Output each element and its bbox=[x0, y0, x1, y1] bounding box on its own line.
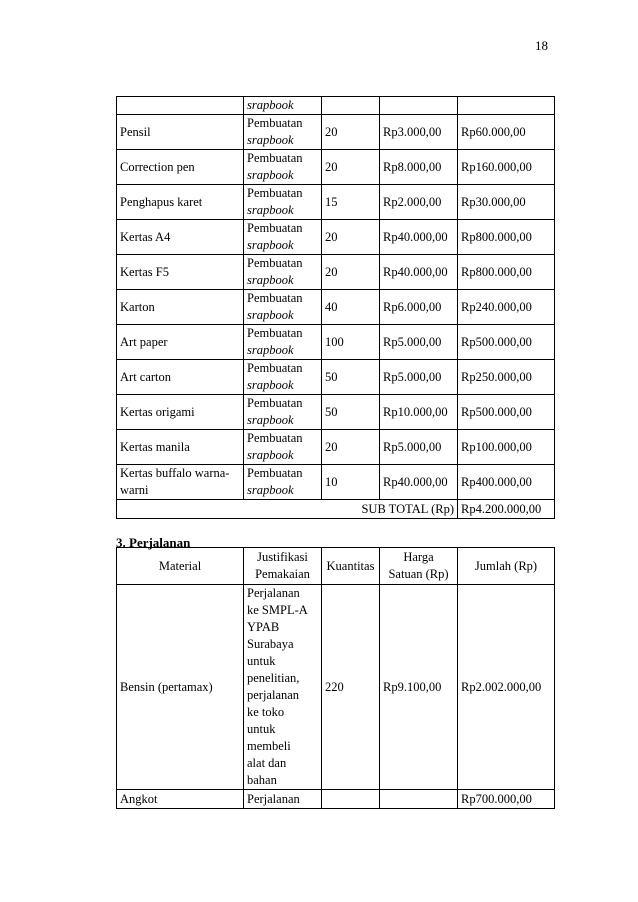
justification-line1: Pembuatan bbox=[247, 431, 303, 445]
unit-price-cell: Rp2.000,00 bbox=[380, 185, 458, 220]
material-cell: Art carton bbox=[117, 360, 244, 395]
justification-cell bbox=[244, 255, 322, 290]
table-row bbox=[117, 220, 555, 255]
total-cell: Rp400.000,00 bbox=[458, 465, 555, 500]
table-row bbox=[117, 97, 555, 115]
table-header-row bbox=[117, 548, 555, 585]
subtotal-row bbox=[117, 500, 555, 519]
total-cell: Rp500.000,00 bbox=[458, 325, 555, 360]
total-cell: Rp60.000,00 bbox=[458, 115, 555, 150]
justification-line1: Pembuatan bbox=[247, 466, 303, 480]
justification-cell bbox=[244, 325, 322, 360]
justification-line: perjalanan bbox=[247, 688, 300, 702]
quantity-cell: 15 bbox=[322, 185, 380, 220]
table-row bbox=[117, 585, 555, 790]
unit-price-cell bbox=[380, 790, 458, 809]
header-justification-line2: Pemakaian bbox=[255, 567, 310, 581]
justification-line2: srapbook bbox=[247, 448, 294, 462]
justification-line: bahan bbox=[247, 773, 277, 787]
total-cell: Rp700.000,00 bbox=[458, 790, 555, 809]
quantity-cell: 20 bbox=[322, 150, 380, 185]
justification-line1: Pembuatan bbox=[247, 326, 303, 340]
unit-price-cell: Rp10.000,00 bbox=[380, 395, 458, 430]
total-cell: Rp100.000,00 bbox=[458, 430, 555, 465]
justification-line2: srapbook bbox=[247, 273, 294, 287]
justification-line: penelitian, bbox=[247, 671, 300, 685]
quantity-cell: 20 bbox=[322, 430, 380, 465]
quantity-cell: 10 bbox=[322, 465, 380, 500]
justification-line: membeli bbox=[247, 739, 291, 753]
subtotal-value: Rp4.200.000,00 bbox=[458, 500, 555, 519]
justification-line1: Pembuatan bbox=[247, 221, 303, 235]
justification-cell bbox=[244, 185, 322, 220]
unit-price-cell: Rp5.000,00 bbox=[380, 360, 458, 395]
material-cell: Kertas origami bbox=[117, 395, 244, 430]
table-row bbox=[117, 115, 555, 150]
quantity-cell: 50 bbox=[322, 395, 380, 430]
justification-line2: srapbook bbox=[247, 133, 294, 147]
justification-line1: Pembuatan bbox=[247, 396, 303, 410]
total-cell: Rp500.000,00 bbox=[458, 395, 555, 430]
justification-line2: srapbook bbox=[247, 238, 294, 252]
page-number: 18 bbox=[535, 38, 548, 53]
quantity-cell: 220 bbox=[322, 585, 380, 790]
header-unit-price bbox=[380, 548, 458, 585]
unit-price-cell: Rp6.000,00 bbox=[380, 290, 458, 325]
table-row bbox=[117, 325, 555, 360]
material-cell: Penghapus karet bbox=[117, 185, 244, 220]
unit-price-cell: Rp8.000,00 bbox=[380, 150, 458, 185]
justification-cell bbox=[244, 150, 322, 185]
table-row bbox=[117, 185, 555, 220]
justification-cell: Perjalanan bbox=[244, 790, 322, 809]
materials-table bbox=[116, 96, 555, 519]
unit-price-cell: Rp9.100,00 bbox=[380, 585, 458, 790]
justification-cell bbox=[244, 585, 322, 790]
table-row bbox=[117, 150, 555, 185]
table-row bbox=[117, 430, 555, 465]
justification-line1: Pembuatan bbox=[247, 291, 303, 305]
material-cell: Kertas A4 bbox=[117, 220, 244, 255]
justification-line2: srapbook bbox=[247, 203, 294, 217]
header-justification-line1: Justifikasi bbox=[257, 550, 308, 564]
justification-line: Surabaya bbox=[247, 637, 294, 651]
table-row bbox=[117, 790, 555, 809]
justification-line2: srapbook bbox=[247, 168, 294, 182]
justification-cell bbox=[244, 430, 322, 465]
justification-cell bbox=[244, 220, 322, 255]
justification-cell bbox=[244, 360, 322, 395]
quantity-cell: 100 bbox=[322, 325, 380, 360]
justification-line2: srapbook bbox=[247, 413, 294, 427]
justification-cell bbox=[244, 465, 322, 500]
header-unit-price-line1: Harga bbox=[403, 550, 434, 564]
material-cell: Kertas manila bbox=[117, 430, 244, 465]
table-row bbox=[117, 360, 555, 395]
material-cell: Kertas buffalo warna-warni bbox=[117, 465, 244, 500]
total-cell bbox=[458, 97, 555, 115]
total-cell: Rp240.000,00 bbox=[458, 290, 555, 325]
unit-price-cell: Rp5.000,00 bbox=[380, 325, 458, 360]
total-cell: Rp800.000,00 bbox=[458, 220, 555, 255]
quantity-cell bbox=[322, 790, 380, 809]
total-cell: Rp250.000,00 bbox=[458, 360, 555, 395]
total-cell: Rp2.002.000,00 bbox=[458, 585, 555, 790]
header-quantity: Kuantitas bbox=[322, 548, 380, 585]
justification-line1: Pembuatan bbox=[247, 116, 303, 130]
material-cell: Pensil bbox=[117, 115, 244, 150]
unit-price-cell: Rp40.000,00 bbox=[380, 220, 458, 255]
unit-price-cell: Rp40.000,00 bbox=[380, 255, 458, 290]
justification-line: ke SMPL-A bbox=[247, 603, 308, 617]
justification-cell bbox=[244, 115, 322, 150]
quantity-cell: 50 bbox=[322, 360, 380, 395]
material-cell bbox=[117, 97, 244, 115]
justification-line1: Pembuatan bbox=[247, 186, 303, 200]
travel-table bbox=[116, 547, 555, 809]
table-row bbox=[117, 395, 555, 430]
total-cell: Rp30.000,00 bbox=[458, 185, 555, 220]
table-row bbox=[117, 465, 555, 500]
section-title: 3. Perjalanan bbox=[116, 535, 191, 550]
justification-line: YPAB bbox=[247, 620, 280, 634]
justification-line: untuk bbox=[247, 654, 276, 668]
material-cell: Angkot bbox=[117, 790, 244, 809]
quantity-cell: 20 bbox=[322, 115, 380, 150]
justification-line: alat dan bbox=[247, 756, 287, 770]
material-cell: Bensin (pertamax) bbox=[117, 585, 244, 790]
justification-line2: srapbook bbox=[247, 343, 294, 357]
justification-line2: srapbook bbox=[247, 308, 294, 322]
justification-line2: srapbook bbox=[247, 378, 294, 392]
justification-cell bbox=[244, 290, 322, 325]
unit-price-cell: Rp40.000,00 bbox=[380, 465, 458, 500]
unit-price-cell: Rp5.000,00 bbox=[380, 430, 458, 465]
justification-line2: srapbook bbox=[247, 483, 294, 497]
total-cell: Rp800.000,00 bbox=[458, 255, 555, 290]
justification-line: untuk bbox=[247, 722, 276, 736]
justification-line: Perjalanan bbox=[247, 586, 300, 600]
quantity-cell: 20 bbox=[322, 255, 380, 290]
header-unit-price-line2: Satuan (Rp) bbox=[388, 567, 449, 581]
material-cell: Correction pen bbox=[117, 150, 244, 185]
justification-cell: srapbook bbox=[244, 97, 322, 115]
quantity-cell: 40 bbox=[322, 290, 380, 325]
justification-line1: Pembuatan bbox=[247, 256, 303, 270]
material-cell: Kertas F5 bbox=[117, 255, 244, 290]
unit-price-cell: Rp3.000,00 bbox=[380, 115, 458, 150]
justification-line1: Pembuatan bbox=[247, 151, 303, 165]
header-total: Jumlah (Rp) bbox=[458, 548, 555, 585]
justification-cell bbox=[244, 395, 322, 430]
table-row bbox=[117, 290, 555, 325]
material-cell: Karton bbox=[117, 290, 244, 325]
header-material: Material bbox=[117, 548, 244, 585]
quantity-cell: 20 bbox=[322, 220, 380, 255]
unit-price-cell bbox=[380, 97, 458, 115]
table-row bbox=[117, 255, 555, 290]
subtotal-label: SUB TOTAL (Rp) bbox=[117, 500, 458, 519]
material-cell: Art paper bbox=[117, 325, 244, 360]
justification-line: ke toko bbox=[247, 705, 285, 719]
quantity-cell bbox=[322, 97, 380, 115]
justification-line1: Pembuatan bbox=[247, 361, 303, 375]
header-justification bbox=[244, 548, 322, 585]
total-cell: Rp160.000,00 bbox=[458, 150, 555, 185]
